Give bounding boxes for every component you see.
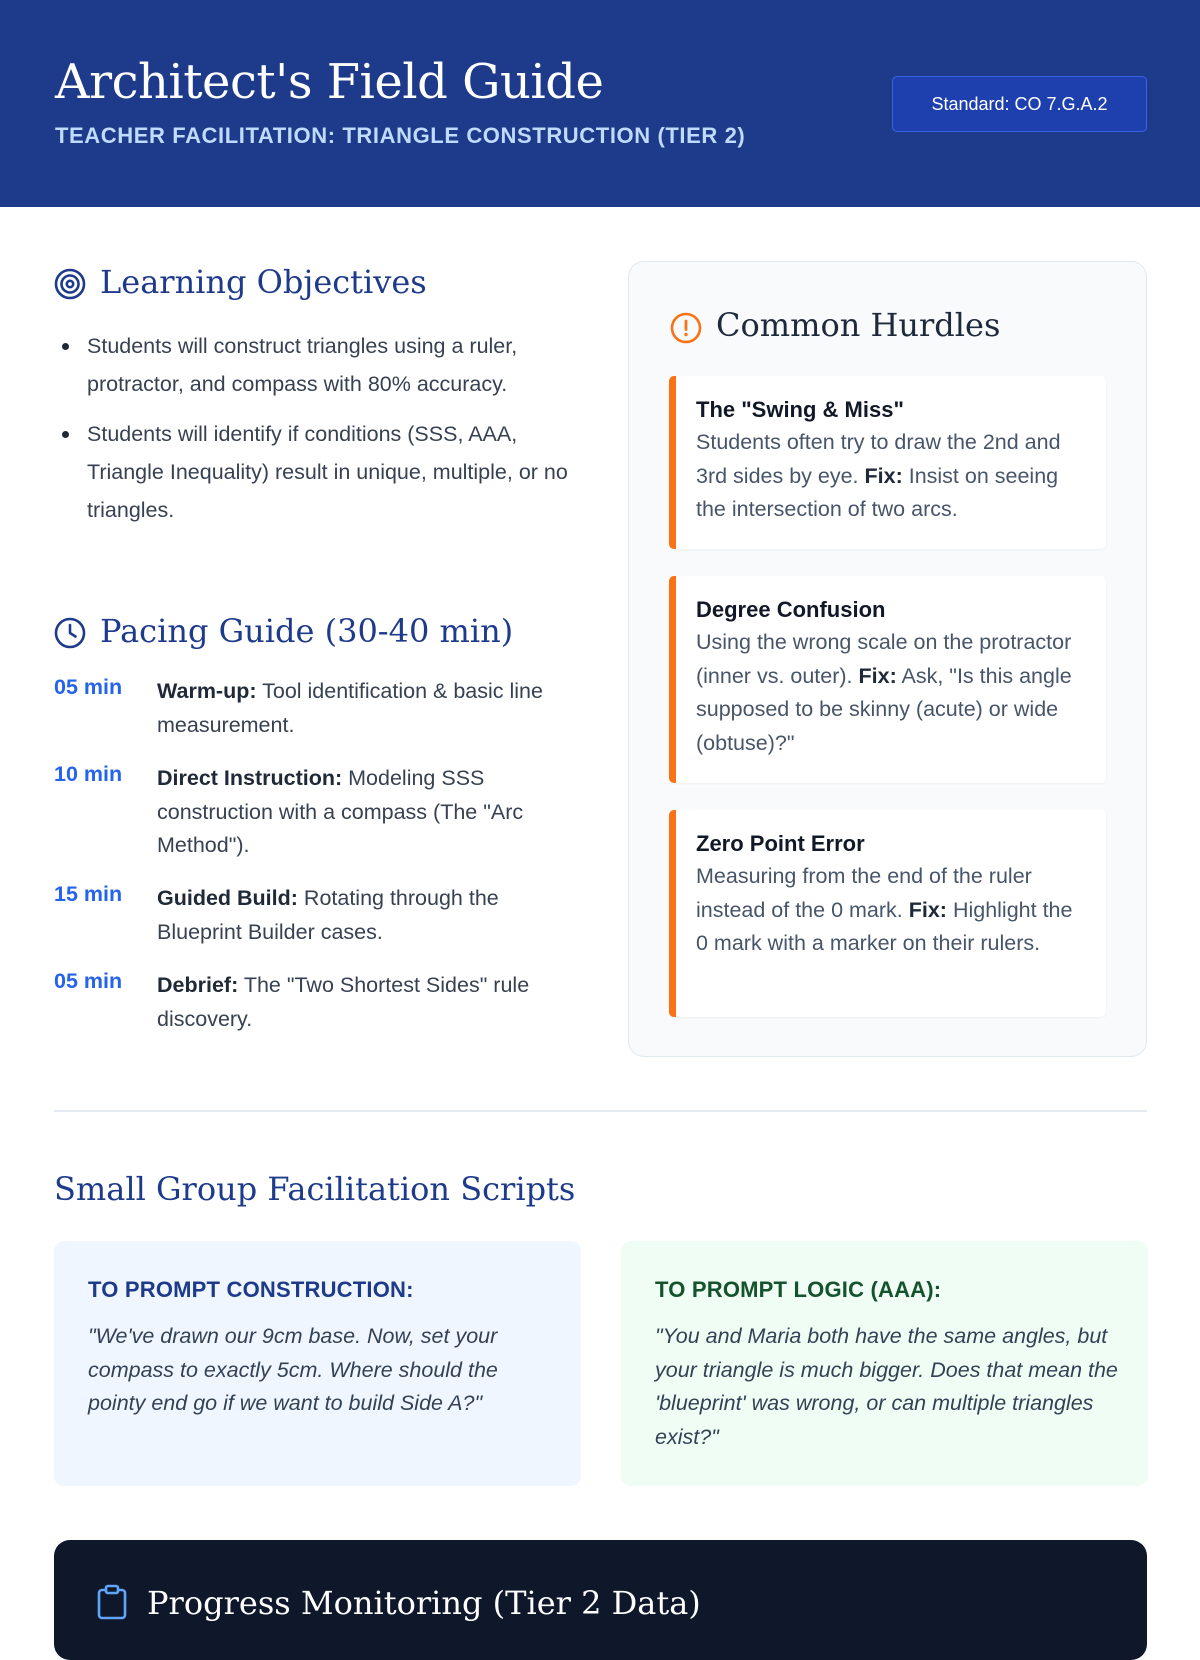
pacing-label: Debrief:	[157, 973, 239, 997]
script-quote: "We've drawn our 9cm base. Now, set your compass to exactly 5cm. Where should the pointy end go if we want to build Side A?"	[88, 1324, 498, 1415]
fix-label: Fix:	[908, 897, 947, 922]
pacing-heading: Pacing Guide (30-40 min)	[100, 612, 514, 650]
objectives-list	[60, 327, 580, 541]
scripts-heading: Small Group Facilitation Scripts	[54, 1170, 576, 1208]
pacing-label: Guided Build:	[157, 886, 298, 910]
clipboard-icon	[96, 1584, 128, 1620]
hurdle-title: Degree Confusion	[696, 597, 886, 622]
pacing-label: Warm-up:	[157, 679, 257, 703]
page-header	[0, 0, 1200, 207]
list-item: Students will identify if conditions (SSS, AAA, Triangle Inequality) result in unique, multiple, or no triangles.	[60, 415, 580, 529]
hurdle-title: The "Swing & Miss"	[696, 397, 904, 422]
pacing-time: 10 min	[54, 762, 123, 786]
monitoring-heading: Progress Monitoring (Tier 2 Data)	[147, 1584, 701, 1622]
logic-script-card	[621, 1241, 1148, 1486]
script-quote: "You and Maria both have the same angles, but your triangle is much bigger. Does that mean the 'blueprint' was wrong, or can multiple triangles exist?"	[655, 1324, 1118, 1449]
hurdle-fix: Highlight the 0 mark with a marker on their rulers.	[696, 897, 1073, 955]
progress-monitoring-panel	[54, 1540, 1147, 1660]
pacing-time: 15 min	[54, 882, 123, 906]
objectives-heading: Learning Objectives	[100, 263, 427, 301]
page-title: Architect's Field Guide	[55, 54, 604, 110]
page-subtitle: TEACHER FACILITATION: TRIANGLE CONSTRUCTION (TIER 2)	[55, 123, 746, 148]
pacing-text: Rotating through the Blueprint Builder cases.	[157, 886, 499, 944]
hurdle-card	[669, 810, 1106, 1017]
pacing-text: Modeling SSS construction with a compass (The "Arc Method").	[157, 766, 524, 857]
pacing-text: Tool identification & basic line measurement.	[157, 679, 543, 737]
alert-circle-icon	[670, 312, 702, 344]
fix-label: Fix:	[858, 663, 897, 688]
hurdle-card	[669, 576, 1106, 783]
hurdles-heading: Common Hurdles	[716, 306, 1001, 344]
target-icon	[54, 268, 86, 300]
pacing-time: 05 min	[54, 969, 123, 993]
hurdle-fix: Insist on seeing the intersection of two arcs.	[696, 463, 1059, 521]
hurdle-title: Zero Point Error	[696, 831, 865, 856]
common-hurdles-panel	[628, 261, 1147, 1057]
hurdle-text: Measuring from the end of the ruler instead of the 0 mark.	[696, 864, 1032, 922]
hurdle-text: Students often try to draw the 2nd and 3rd sides by eye.	[696, 430, 1061, 488]
pacing-time: 05 min	[54, 675, 123, 699]
script-label: TO PROMPT CONSTRUCTION:	[88, 1277, 414, 1302]
script-label: TO PROMPT LOGIC (AAA):	[655, 1277, 942, 1302]
fix-label: Fix:	[864, 463, 903, 488]
list-item: Students will construct triangles using a ruler, protractor, and compass with 80% accuracy.	[60, 327, 580, 403]
section-divider	[54, 1110, 1147, 1112]
hurdle-card	[669, 376, 1106, 549]
construction-script-card	[54, 1241, 581, 1486]
pacing-label: Direct Instruction:	[157, 766, 343, 790]
pacing-text: The "Two Shortest Sides" rule discovery.	[157, 973, 530, 1031]
hurdle-fix: Ask, "Is this angle supposed to be skinny (acute) or wide (obtuse)?"	[696, 663, 1072, 755]
hurdle-text: Using the wrong scale on the protractor (inner vs. outer).	[696, 630, 1072, 688]
standard-badge: Standard: CO 7.G.A.2	[892, 76, 1147, 132]
clock-icon	[54, 617, 86, 649]
